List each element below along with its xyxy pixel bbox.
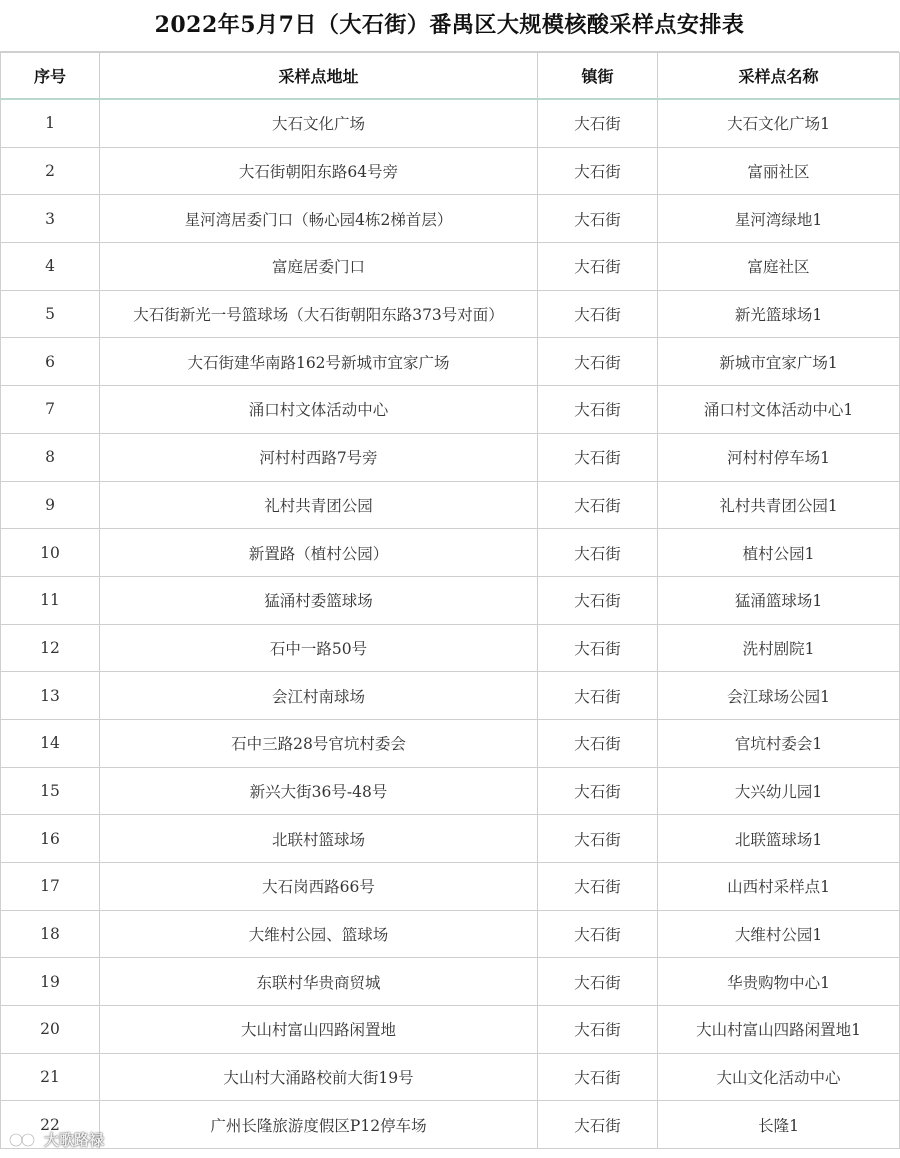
cell-street: 大石街 xyxy=(538,958,658,1006)
table-body xyxy=(1,99,900,1149)
cell-site-name: 星河湾绿地1 xyxy=(658,195,900,243)
cell-site-name: 长隆1 xyxy=(658,1101,900,1149)
table-row xyxy=(1,99,900,147)
cell-site-name: 河村村停车场1 xyxy=(658,433,900,481)
cell-street: 大石街 xyxy=(538,815,658,863)
cell-address: 大石街朝阳东路64号旁 xyxy=(100,147,538,195)
table-row xyxy=(1,719,900,767)
cell-site-name: 大兴幼儿园1 xyxy=(658,767,900,815)
cell-address: 石中三路28号官坑村委会 xyxy=(100,719,538,767)
cell-street: 大石街 xyxy=(538,719,658,767)
cell-street: 大石街 xyxy=(538,481,658,529)
table-row xyxy=(1,815,900,863)
cell-address: 大山村大涌路校前大街19号 xyxy=(100,1053,538,1101)
cell-address: 大石文化广场 xyxy=(100,99,538,147)
cell-index: 21 xyxy=(1,1053,100,1101)
watermark-text: 大歌路禄 xyxy=(44,1131,105,1149)
cell-address: 新兴大街36号-48号 xyxy=(100,767,538,815)
cell-street: 大石街 xyxy=(538,338,658,386)
cell-address: 富庭居委门口 xyxy=(100,243,538,291)
watermark xyxy=(8,1129,104,1150)
table-row xyxy=(1,290,900,338)
table-row xyxy=(1,147,900,195)
cell-address: 石中一路50号 xyxy=(100,624,538,672)
cell-index: 14 xyxy=(1,719,100,767)
cell-site-name: 北联篮球场1 xyxy=(658,815,900,863)
table-row xyxy=(1,195,900,243)
cell-address: 大维村公园、篮球场 xyxy=(100,910,538,958)
cell-address: 会江村南球场 xyxy=(100,672,538,720)
cell-site-name: 礼村共青团公园1 xyxy=(658,481,900,529)
column-header-street: 镇街 xyxy=(538,53,658,100)
table-row xyxy=(1,1101,900,1149)
cell-street: 大石街 xyxy=(538,576,658,624)
cell-index: 1 xyxy=(1,99,100,147)
sampling-sites-table xyxy=(0,52,900,1149)
table-row xyxy=(1,672,900,720)
table-row xyxy=(1,433,900,481)
table-row xyxy=(1,1006,900,1054)
cell-address: 大石街新光一号篮球场（大石街朝阳东路373号对面） xyxy=(100,290,538,338)
cell-street: 大石街 xyxy=(538,767,658,815)
cell-index: 3 xyxy=(1,195,100,243)
cell-street: 大石街 xyxy=(538,672,658,720)
table-row xyxy=(1,386,900,434)
cell-site-name: 大石文化广场1 xyxy=(658,99,900,147)
column-header-address: 采样点地址 xyxy=(100,53,538,100)
cell-site-name: 涌口村文体活动中心1 xyxy=(658,386,900,434)
cell-street: 大石街 xyxy=(538,1101,658,1149)
cell-index: 11 xyxy=(1,576,100,624)
cell-index: 5 xyxy=(1,290,100,338)
cell-site-name: 猛涌篮球场1 xyxy=(658,576,900,624)
cell-index: 16 xyxy=(1,815,100,863)
cell-street: 大石街 xyxy=(538,195,658,243)
cell-index: 2 xyxy=(1,147,100,195)
cell-street: 大石街 xyxy=(538,529,658,577)
cell-street: 大石街 xyxy=(538,99,658,147)
column-header-site-name: 采样点名称 xyxy=(658,53,900,100)
column-header-index: 序号 xyxy=(1,53,100,100)
cell-address: 大石街建华南路162号新城市宜家广场 xyxy=(100,338,538,386)
cell-address: 星河湾居委门口（畅心园4栋2梯首层） xyxy=(100,195,538,243)
table-row xyxy=(1,243,900,291)
cell-index: 13 xyxy=(1,672,100,720)
cell-site-name: 会江球场公园1 xyxy=(658,672,900,720)
cell-address: 大山村富山四路闲置地 xyxy=(100,1006,538,1054)
cell-address: 北联村篮球场 xyxy=(100,815,538,863)
cell-index: 15 xyxy=(1,767,100,815)
watermark-logo-icon xyxy=(8,1130,40,1150)
cell-site-name: 大山村富山四路闲置地1 xyxy=(658,1006,900,1054)
cell-site-name: 大山文化活动中心 xyxy=(658,1053,900,1101)
cell-street: 大石街 xyxy=(538,243,658,291)
table-row xyxy=(1,338,900,386)
cell-site-name: 山西村采样点1 xyxy=(658,863,900,911)
cell-street: 大石街 xyxy=(538,624,658,672)
cell-index: 7 xyxy=(1,386,100,434)
table-row xyxy=(1,767,900,815)
cell-address: 涌口村文体活动中心 xyxy=(100,386,538,434)
cell-street: 大石街 xyxy=(538,290,658,338)
cell-index: 22 xyxy=(1,1101,100,1149)
table-row xyxy=(1,624,900,672)
table-row xyxy=(1,958,900,1006)
cell-site-name: 华贵购物中心1 xyxy=(658,958,900,1006)
cell-address: 广州长隆旅游度假区P12停车场 xyxy=(100,1101,538,1149)
table-header-row xyxy=(1,53,900,100)
table-row xyxy=(1,576,900,624)
cell-site-name: 富丽社区 xyxy=(658,147,900,195)
cell-street: 大石街 xyxy=(538,386,658,434)
cell-index: 9 xyxy=(1,481,100,529)
cell-address: 河村村西路7号旁 xyxy=(100,433,538,481)
cell-site-name: 洗村剧院1 xyxy=(658,624,900,672)
cell-street: 大石街 xyxy=(538,910,658,958)
cell-site-name: 大维村公园1 xyxy=(658,910,900,958)
cell-street: 大石街 xyxy=(538,147,658,195)
cell-address: 大石岗西路66号 xyxy=(100,863,538,911)
table-row xyxy=(1,1053,900,1101)
table-row xyxy=(1,481,900,529)
table-row xyxy=(1,529,900,577)
cell-site-name: 新城市宜家广场1 xyxy=(658,338,900,386)
page-title: 2022年5月7日（大石街）番禺区大规模核酸采样点安排表 xyxy=(0,0,899,52)
cell-index: 6 xyxy=(1,338,100,386)
cell-index: 18 xyxy=(1,910,100,958)
cell-site-name: 富庭社区 xyxy=(658,243,900,291)
cell-index: 20 xyxy=(1,1006,100,1054)
cell-site-name: 新光篮球场1 xyxy=(658,290,900,338)
cell-index: 12 xyxy=(1,624,100,672)
table-row xyxy=(1,910,900,958)
cell-index: 17 xyxy=(1,863,100,911)
cell-street: 大石街 xyxy=(538,863,658,911)
cell-address: 猛涌村委篮球场 xyxy=(100,576,538,624)
cell-index: 10 xyxy=(1,529,100,577)
cell-index: 8 xyxy=(1,433,100,481)
cell-street: 大石街 xyxy=(538,1053,658,1101)
cell-address: 东联村华贵商贸城 xyxy=(100,958,538,1006)
cell-index: 4 xyxy=(1,243,100,291)
cell-street: 大石街 xyxy=(538,433,658,481)
cell-address: 礼村共青团公园 xyxy=(100,481,538,529)
cell-index: 19 xyxy=(1,958,100,1006)
cell-street: 大石街 xyxy=(538,1006,658,1054)
cell-site-name: 官坑村委会1 xyxy=(658,719,900,767)
table-row xyxy=(1,863,900,911)
cell-address: 新置路（植村公园） xyxy=(100,529,538,577)
cell-site-name: 植村公园1 xyxy=(658,529,900,577)
